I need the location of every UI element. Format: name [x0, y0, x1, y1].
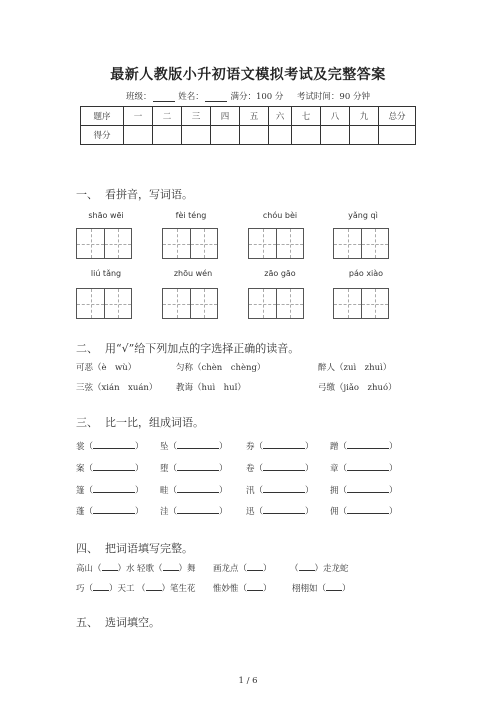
char: 畦 — [160, 486, 169, 496]
compare-item: 卷（ ） — [246, 464, 314, 474]
writing-grid[interactable] — [248, 228, 304, 259]
header-cell: 四 — [211, 107, 240, 126]
section-number: 二、 — [76, 342, 98, 355]
answer-blank[interactable] — [93, 505, 135, 514]
compare-item: 畦（ ） — [160, 486, 228, 496]
compare-item: 案（ ） — [76, 464, 144, 474]
char: 章 — [330, 464, 339, 474]
idiom-part: （ — [137, 584, 146, 594]
name-blank[interactable] — [205, 93, 227, 102]
grid-cell[interactable] — [276, 289, 303, 318]
score-cell[interactable] — [350, 126, 379, 145]
section-2-heading — [76, 340, 299, 356]
idiom-part: ） — [263, 584, 272, 594]
answer-blank[interactable] — [93, 582, 109, 591]
section-number: 五、 — [76, 616, 98, 629]
char: 篷 — [76, 486, 85, 496]
score-row — [81, 126, 416, 145]
idiom-item — [292, 582, 351, 594]
idiom-part: 惟妙惟（ — [213, 584, 248, 594]
section-3-heading — [76, 414, 204, 430]
char: 蓬 — [76, 507, 85, 517]
answer-blank[interactable] — [263, 505, 305, 514]
answer-blank[interactable] — [163, 562, 179, 571]
section-title: 看拼音，写词语。 — [105, 188, 193, 201]
writing-grid[interactable] — [76, 228, 132, 259]
score-cell[interactable] — [321, 126, 350, 145]
grid-cell[interactable] — [249, 229, 276, 258]
compare-item: 洼（ ） — [160, 507, 228, 517]
exam-info — [0, 90, 496, 102]
pinyin: páo xiào — [348, 269, 384, 278]
grid-cell[interactable] — [249, 289, 276, 318]
idiom-item — [76, 562, 135, 574]
section-title: 比一比，组成词语。 — [105, 416, 204, 429]
writing-grid[interactable] — [333, 228, 389, 259]
score-cell[interactable] — [292, 126, 321, 145]
char: 裳 — [76, 442, 85, 452]
pinyin: liú tǎng — [90, 269, 122, 278]
answer-blank[interactable] — [263, 462, 305, 471]
grid-cell[interactable] — [334, 229, 361, 258]
class-label: 班级： — [126, 92, 152, 102]
idiom-part: ）笔生花 — [161, 584, 196, 594]
writing-grid[interactable] — [162, 228, 218, 259]
score-cell[interactable] — [182, 126, 211, 145]
reading-option[interactable]: 三弦（xián xuán） — [76, 383, 158, 393]
idiom-item — [213, 582, 272, 594]
header-cell: 总分 — [379, 107, 416, 126]
section-number: 一、 — [76, 188, 98, 201]
grid-cell[interactable] — [163, 229, 190, 258]
answer-blank[interactable] — [299, 562, 315, 571]
section-5-heading — [76, 614, 160, 630]
pinyin: chóu bèi — [262, 211, 298, 220]
class-blank[interactable] — [153, 93, 175, 102]
header-cell: 七 — [292, 107, 321, 126]
pinyin: yǎng qì — [348, 211, 378, 220]
idiom-part: （ — [290, 564, 299, 574]
answer-blank[interactable] — [177, 484, 219, 493]
score-cell[interactable] — [124, 126, 153, 145]
idiom-part: ）舞 — [178, 564, 196, 574]
answer-blank[interactable] — [247, 582, 263, 591]
idiom-part: 轻歌（ — [137, 564, 163, 574]
grid-cell[interactable] — [77, 229, 104, 258]
char: 堕 — [160, 464, 169, 474]
compare-item: 坠（ ） — [160, 442, 228, 452]
answer-blank[interactable] — [177, 440, 219, 449]
reading-option[interactable]: 弓缴（jiǎo zhuó） — [318, 383, 397, 393]
reading-option[interactable]: 醉人（zuì zhuì） — [318, 363, 392, 373]
idiom-item — [76, 582, 135, 594]
answer-blank[interactable] — [347, 440, 389, 449]
pinyin: zhōu wén — [173, 269, 213, 278]
compare-item: 拥（ ） — [330, 486, 398, 496]
answer-blank[interactable] — [146, 582, 162, 591]
grid-cell[interactable] — [276, 229, 303, 258]
grid-cell[interactable] — [77, 289, 104, 318]
answer-blank[interactable] — [93, 484, 135, 493]
score-cell[interactable] — [269, 126, 292, 145]
compare-item: 章（ ） — [330, 464, 398, 474]
score-cell[interactable] — [153, 126, 182, 145]
idiom-part: ）走龙蛇 — [314, 564, 349, 574]
header-cell: 题序 — [81, 107, 124, 126]
compare-item: 佣（ ） — [330, 507, 398, 517]
header-cell: 三 — [182, 107, 211, 126]
section-title: 把词语填写完整。 — [105, 542, 193, 555]
idiom-item — [137, 582, 196, 594]
section-number: 四、 — [76, 542, 98, 555]
answer-blank[interactable] — [326, 582, 342, 591]
answer-blank[interactable] — [177, 505, 219, 514]
grid-cell[interactable] — [190, 289, 217, 318]
header-cell: 六 — [269, 107, 292, 126]
char: 洼 — [160, 507, 169, 517]
header-cell: 二 — [153, 107, 182, 126]
idiom-part: 巧（ — [76, 584, 94, 594]
char: 迅 — [246, 507, 255, 517]
compare-item: 汛（ ） — [246, 486, 314, 496]
answer-blank[interactable] — [263, 440, 305, 449]
answer-blank[interactable] — [93, 440, 135, 449]
answer-blank[interactable] — [102, 562, 118, 571]
writing-grid[interactable] — [76, 288, 132, 319]
section-number: 三、 — [76, 416, 98, 429]
page-title: 最新人教版小升初语文模拟考试及完整答案 — [110, 67, 386, 83]
char: 汛 — [246, 486, 255, 496]
grid-cell[interactable] — [104, 289, 131, 318]
page-number: 1 / 6 — [238, 676, 258, 686]
idiom-part: ）水 — [117, 564, 135, 574]
char: 佣 — [330, 507, 339, 517]
score-table — [80, 106, 416, 145]
idiom-item — [290, 562, 349, 574]
score-cell[interactable] — [211, 126, 240, 145]
header-cell: 一 — [124, 107, 153, 126]
compare-item: 篷（ ） — [76, 486, 144, 496]
idiom-part: 栩栩如（ — [292, 584, 327, 594]
compare-item: 裳（ ） — [76, 442, 144, 452]
header-cell: 五 — [240, 107, 269, 126]
grid-cell[interactable] — [190, 229, 217, 258]
idiom-part: 高山（ — [76, 564, 102, 574]
grid-cell[interactable] — [334, 289, 361, 318]
compare-item: 券（ ） — [246, 442, 314, 452]
answer-blank[interactable] — [177, 462, 219, 471]
char: 坠 — [160, 442, 169, 452]
writing-grid[interactable] — [248, 288, 304, 319]
writing-grid[interactable] — [333, 288, 389, 319]
grid-cell[interactable] — [104, 229, 131, 258]
idiom-part: ） — [342, 584, 351, 594]
header-cell: 九 — [350, 107, 379, 126]
exam-time: 考试时间：90 分钟 — [296, 92, 370, 102]
header-cell: 八 — [321, 107, 350, 126]
answer-blank[interactable] — [263, 484, 305, 493]
grid-cell[interactable] — [163, 289, 190, 318]
full-score: 满分：100 分 — [230, 92, 284, 102]
answer-blank[interactable] — [347, 462, 389, 471]
pinyin: fèi téng — [175, 211, 207, 220]
char: 卷 — [246, 464, 255, 474]
idiom-item — [137, 562, 196, 574]
answer-blank[interactable] — [347, 505, 389, 514]
section-title: 用“√”给下列加点的字选择正确的读音。 — [105, 342, 300, 355]
compare-item: 蹭（ ） — [330, 442, 398, 452]
score-header-row — [81, 107, 416, 126]
idiom-part: ）天工 — [109, 584, 135, 594]
section-1-heading — [76, 186, 193, 202]
pinyin: zāo gāo — [264, 269, 296, 278]
section-title: 选词填空。 — [105, 616, 160, 629]
score-cell[interactable] — [379, 126, 416, 145]
char: 蹭 — [330, 442, 339, 452]
answer-blank[interactable] — [247, 562, 263, 571]
answer-blank[interactable] — [347, 484, 389, 493]
writing-grid[interactable] — [162, 288, 218, 319]
pinyin: shāo wēi — [88, 211, 124, 220]
score-row-label: 得分 — [81, 126, 124, 145]
compare-item: 堕（ ） — [160, 464, 228, 474]
grid-cell[interactable] — [361, 229, 388, 258]
grid-cell[interactable] — [361, 289, 388, 318]
reading-option[interactable]: 可恶（è wù） — [76, 363, 137, 373]
idiom-item — [213, 562, 272, 574]
section-4-heading — [76, 540, 193, 556]
char: 案 — [76, 464, 85, 474]
idiom-part: ） — [263, 564, 272, 574]
reading-option[interactable]: 教诲（huì huǐ） — [176, 383, 246, 393]
answer-blank[interactable] — [93, 462, 135, 471]
idiom-part: 画龙点（ — [213, 564, 248, 574]
compare-item: 迅（ ） — [246, 507, 314, 517]
score-cell[interactable] — [240, 126, 269, 145]
char: 拥 — [330, 486, 339, 496]
reading-option[interactable]: 匀称（chèn chèng） — [176, 363, 266, 373]
name-label: 姓名： — [178, 92, 204, 102]
compare-item: 蓬（ ） — [76, 507, 144, 517]
char: 券 — [246, 442, 255, 452]
